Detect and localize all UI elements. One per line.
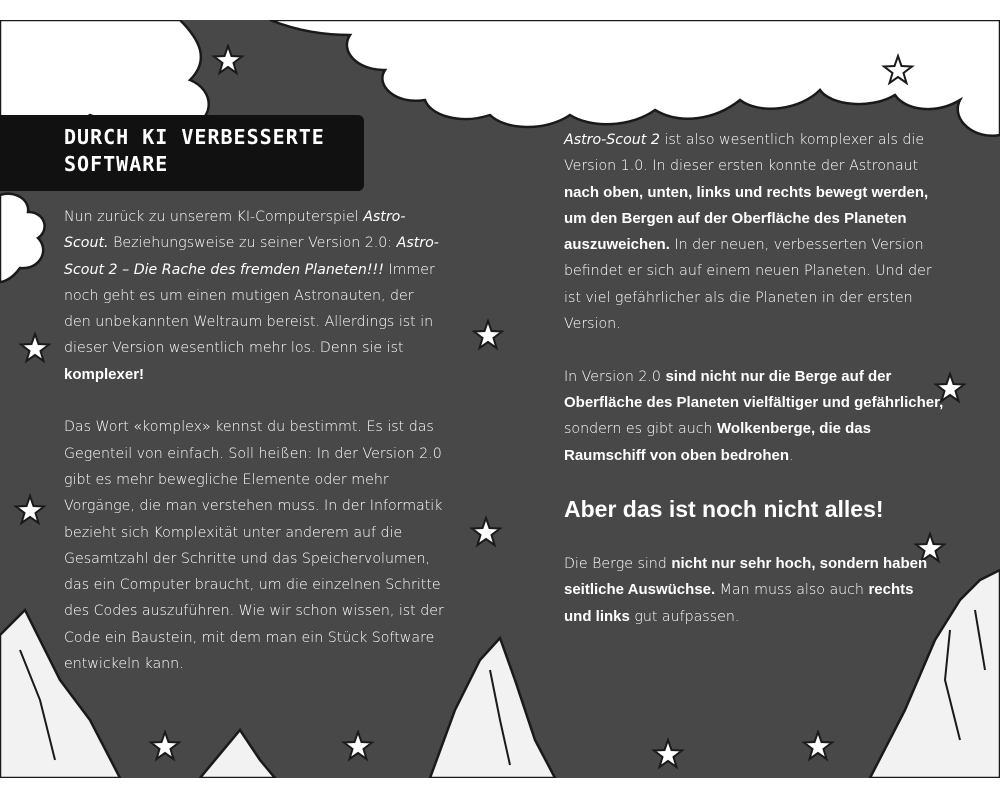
right-heading: Aber das ist noch nicht alles! — [564, 496, 884, 523]
left-column — [64, 204, 444, 704]
right-paragraph-1: Astro-Scout 2 ist also wesentlich komplexer als die Version 1.0. In dieser ersten konnte der Astronaut nach oben, unten, links und rechts bewegt werden, um den Bergen auf der Oberfläche des Planeten auszuweichen. In der neuen, verbesserten Version befindet er sich auf einem neuen Planeten. Und der ist viel gefährlicher als die Planeten in der ersten Version. — [564, 132, 932, 333]
left-paragraph-2: Das Wort «komplex» kennst du bestimmt. Es ist das Gegenteil von einfach. Soll heißen: In der Version 2.0 gibt es mehr bewegliche Elemente oder mehr Vorgänge, die man verstehen muss. In der Informatik bezieht sich Komplexität unter anderem auf die Gesamtzahl der Schritte und das Speichervolumen, das ein Computer braucht, um die einzelnen Schritte des Codes auszuführen. Wie wir schon wissen, ist der Code ein Baustein, mit dem man ein Stück Software entwickeln kann. — [64, 419, 444, 673]
section-title-box — [0, 115, 364, 191]
right-column — [564, 127, 944, 656]
section-title: DURCH KI VERBESSERTE SOFTWARE — [64, 125, 325, 176]
right-paragraph-2: In Version 2.0 sind nicht nur die Berge auf der Oberfläche des Planeten vielfältiger und gefährlicher, sondern es gibt auch Wolkenberge, die das Raumschiff von oben bedrohen. — [564, 367, 944, 464]
left-paragraph-1: Nun zurück zu unserem KI-Computerspiel Astro-Scout. Beziehungsweise zu seiner Version 2.0: Astro-Scout 2 – Die Rache des fremden Planeten!!! Immer noch geht es um einen mutigen Astronauten, der den unbekannten Weltraum bereist. Allerdings ist in dieser Version wesentlich mehr los. Denn sie ist komplexer! — [64, 209, 439, 383]
right-paragraph-3: Die Berge sind nicht nur sehr hoch, sondern haben seitliche Auswüchse. Man muss also auch rechts und links gut aufpassen. — [564, 555, 928, 625]
page — [0, 20, 1000, 778]
